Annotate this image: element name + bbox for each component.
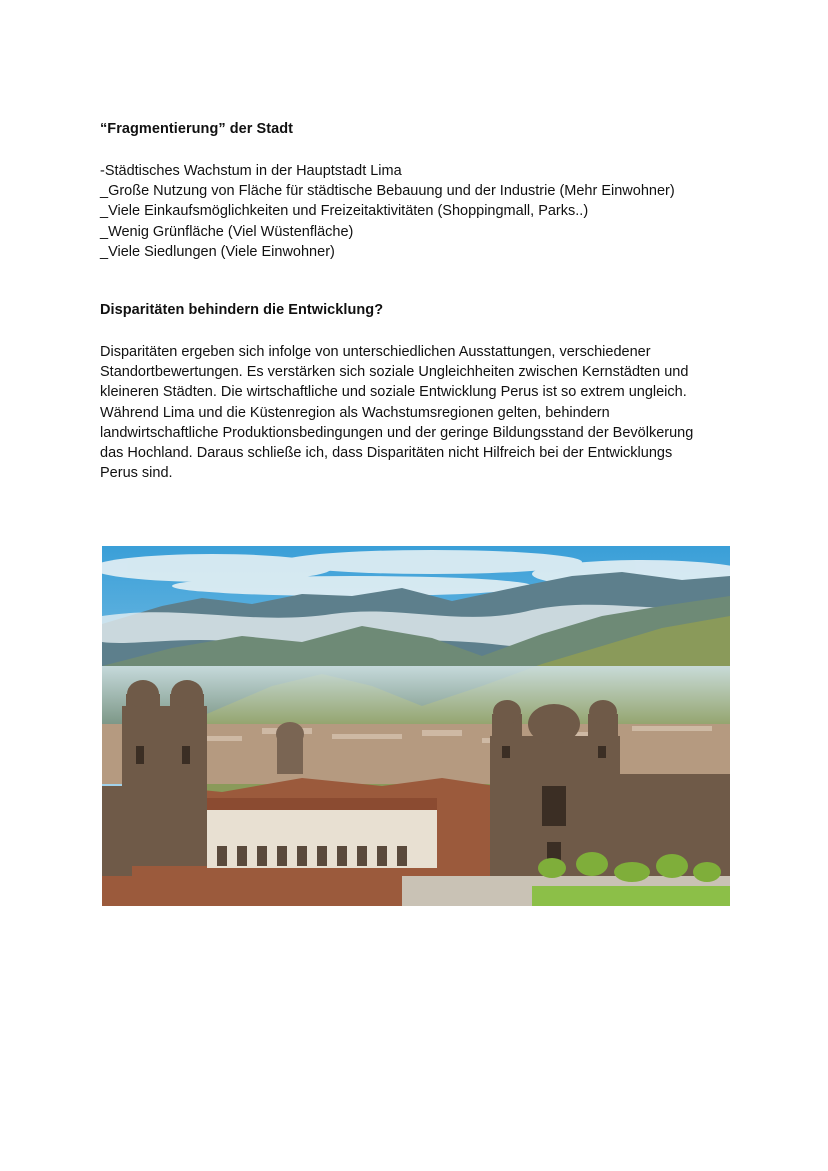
list-item: _Wenig Grünfläche (Viel Wüstenfläche) [100,223,354,240]
paragraph-line: landwirtschaftliche Produktionsbedingungen und der geringe Bildungsstand der Bevölkerung [100,424,694,441]
paragraph-line: das Hochland. Daraus schließe ich, dass Disparitäten nicht Hilfreich bei der Entwicklungs [100,445,673,462]
body-paragraph [100,342,740,483]
paragraph-line: Perus sind. [100,465,173,482]
section-heading-disparitaeten: Disparitäten behindern die Entwicklung? [100,302,384,318]
paragraph-line: Standortbewertungen. Es verstärken sich soziale Ungleichheiten zwischen Kernstädten und [100,364,689,381]
city-landscape-photo [102,546,730,906]
list-item: _Viele Einkaufsmöglichkeiten und Freizeitaktivitäten (Shoppingmall, Parks..) [100,203,589,220]
plaza-lawn [532,886,730,906]
list-item: _Viele Siedlungen (Viele Einwohner) [100,243,335,260]
paragraph-line: kleineren Städten. Die wirtschaftliche und soziale Entwicklung Perus ist so extrem ungleich. [100,384,687,401]
section-heading-fragmentierung: “Fragmentierung” der Stadt [100,121,294,137]
list-item: _Große Nutzung von Fläche für städtische Bebauung und der Industrie (Mehr Einwohner) [100,183,675,200]
paragraph-line: Während Lima und die Küstenregion als Wachstumsregionen gelten, behindern [100,404,610,421]
bullet-list [100,161,675,262]
paragraph-line: Disparitäten ergeben sich infolge von unterschiedlichen Ausstattungen, verschiedener [100,344,651,360]
photo-illustration [102,546,730,906]
list-item: -Städtisches Wachstum in der Hauptstadt Lima [100,163,402,179]
